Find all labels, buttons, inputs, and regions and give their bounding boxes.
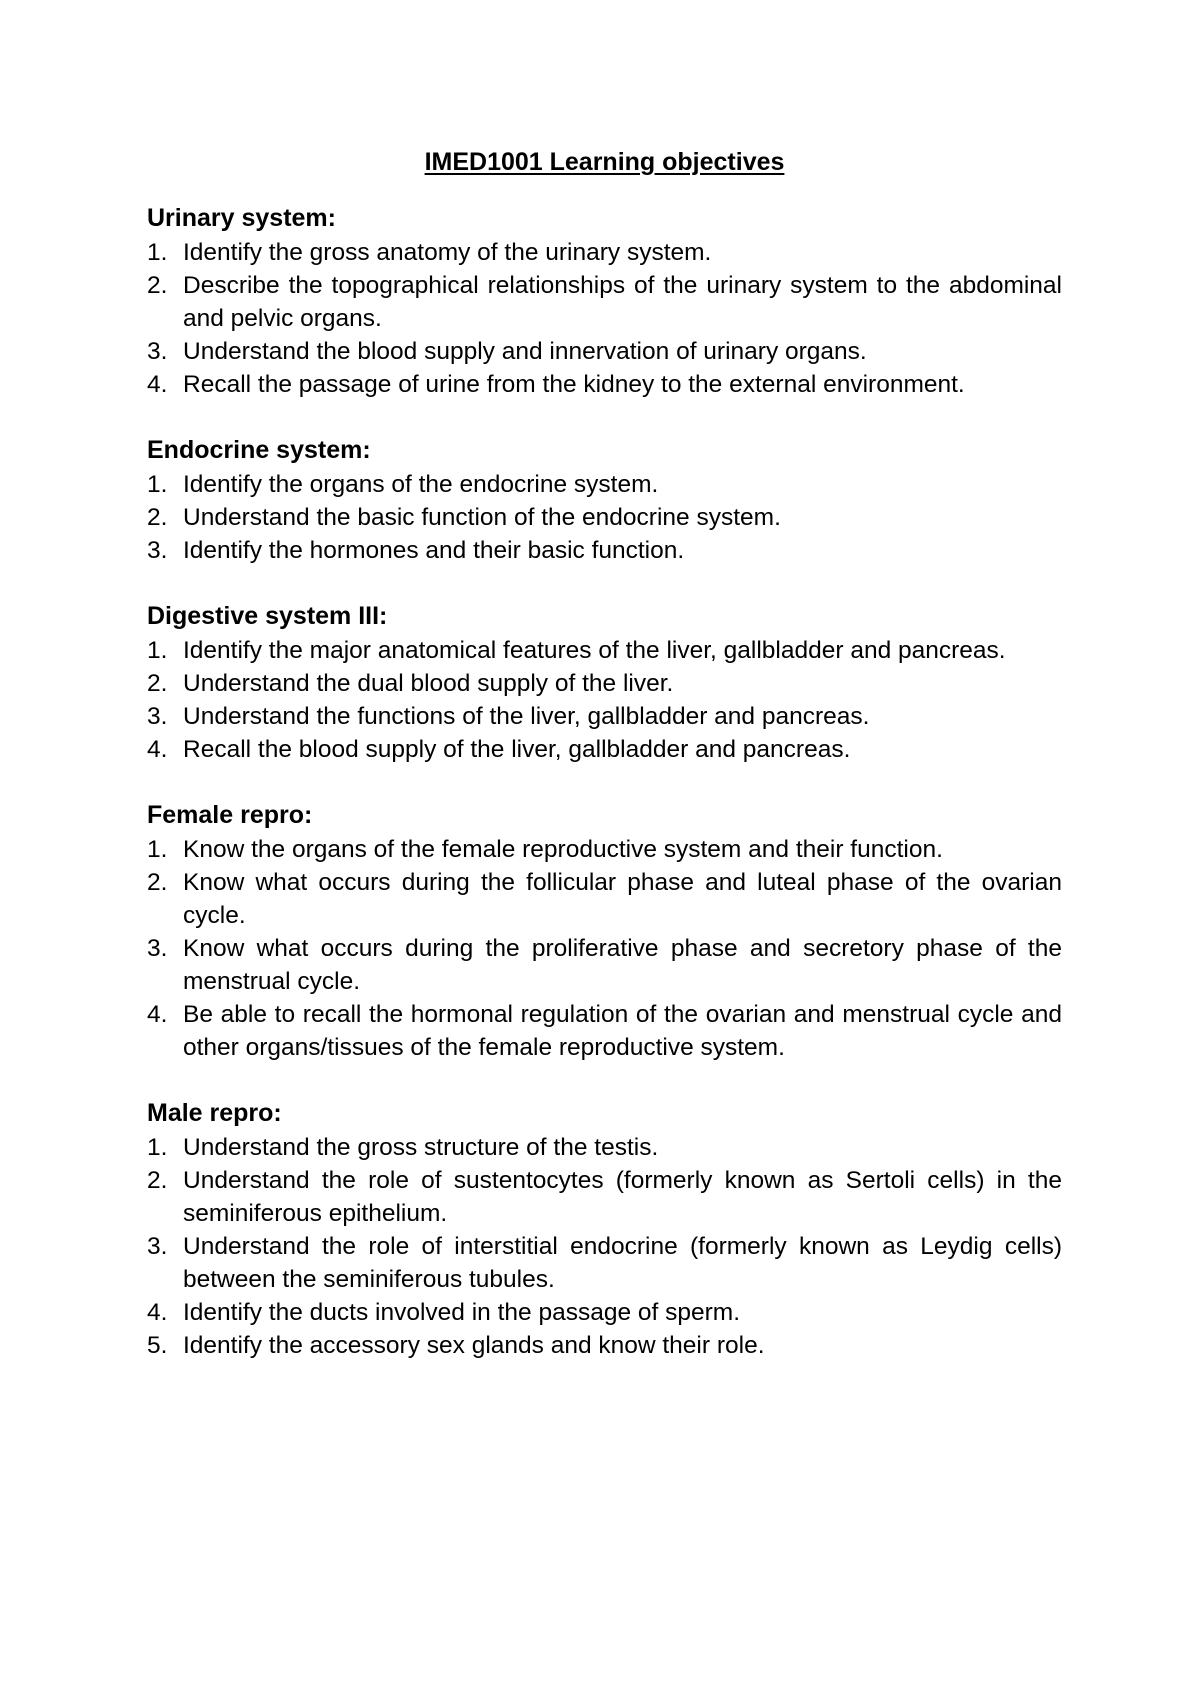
objective-list bbox=[147, 833, 1062, 1064]
document-title-text: IMED1001 Learning objectives bbox=[424, 148, 785, 176]
objective-text: Understand the role of interstitial endocrine (formerly known as Leydig cells) between the seminiferous tubules. bbox=[183, 1233, 1062, 1293]
objective-text: Understand the dual blood supply of the liver. bbox=[183, 670, 674, 697]
objective-text: Know what occurs during the follicular phase and luteal phase of the ovarian cycle. bbox=[183, 869, 1062, 929]
objective-text: Identify the major anatomical features of the liver, gallbladder and pancreas. bbox=[183, 637, 1006, 664]
objective-text: Understand the basic function of the endocrine system. bbox=[183, 504, 781, 531]
list-item: 4. Recall the passage of urine from the kidney to the external environment. bbox=[147, 371, 965, 398]
list-item: 2. Describe the topographical relationships of the urinary system to the abdominal and pelvic organs. bbox=[147, 272, 1062, 332]
list-item: 4. Identify the ducts involved in the passage of sperm. bbox=[147, 1299, 741, 1326]
objective-text: Know what occurs during the proliferative phase and secretory phase of the menstrual cycle. bbox=[183, 935, 1062, 995]
list-item: 3. Know what occurs during the proliferative phase and secretory phase of the menstrual cycle. bbox=[147, 935, 1062, 995]
list-item: 3. Understand the blood supply and innervation of urinary organs. bbox=[147, 338, 867, 365]
objective-list bbox=[147, 634, 1062, 766]
list-item: 3. Identify the hormones and their basic function. bbox=[147, 537, 685, 564]
list-item: 2. Understand the role of sustentocytes (formerly known as Sertoli cells) in the seminiferous epithelium. bbox=[147, 1167, 1062, 1227]
objective-text: Be able to recall the hormonal regulation of the ovarian and menstrual cycle and other organs/tissues of the female reproductive system. bbox=[183, 1001, 1062, 1061]
list-item: 3. Understand the functions of the liver, gallbladder and pancreas. bbox=[147, 703, 870, 730]
objective-text: Describe the topographical relationships of the urinary system to the abdominal and pelvic organs. bbox=[183, 272, 1062, 332]
list-item: 4. Be able to recall the hormonal regulation of the ovarian and menstrual cycle and other organs/tissues of the female reproductive system. bbox=[147, 1001, 1062, 1061]
objective-text: Understand the functions of the liver, gallbladder and pancreas. bbox=[183, 703, 870, 730]
list-item: 1. Know the organs of the female reproductive system and their function. bbox=[147, 836, 943, 863]
section-urinary-system bbox=[147, 202, 1062, 401]
list-item: 2. Understand the dual blood supply of the liver. bbox=[147, 670, 674, 697]
objective-text: Understand the blood supply and innervation of urinary organs. bbox=[183, 338, 867, 365]
objective-text: Identify the hormones and their basic function. bbox=[183, 537, 685, 564]
list-item: 2. Understand the basic function of the endocrine system. bbox=[147, 504, 781, 531]
section-heading: Urinary system: bbox=[147, 204, 336, 232]
section-heading: Female repro: bbox=[147, 801, 313, 829]
objective-text: Identify the ducts involved in the passage of sperm. bbox=[183, 1299, 741, 1326]
objective-list bbox=[147, 236, 1062, 401]
list-item: 2. Know what occurs during the follicular phase and luteal phase of the ovarian cycle. bbox=[147, 869, 1062, 929]
section-female-repro bbox=[147, 799, 1062, 1064]
objective-text: Recall the passage of urine from the kidney to the external environment. bbox=[183, 371, 965, 398]
list-item: 1. Identify the gross anatomy of the urinary system. bbox=[147, 239, 712, 266]
objective-text: Recall the blood supply of the liver, gallbladder and pancreas. bbox=[183, 736, 851, 763]
objective-text: Identify the accessory sex glands and know their role. bbox=[183, 1332, 765, 1359]
objective-text: Know the organs of the female reproductive system and their function. bbox=[183, 836, 943, 863]
section-heading: Male repro: bbox=[147, 1099, 282, 1127]
section-male-repro bbox=[147, 1097, 1062, 1362]
document-title bbox=[147, 146, 1062, 178]
objective-text: Identify the organs of the endocrine system. bbox=[183, 471, 659, 498]
document-page bbox=[147, 146, 1062, 1395]
objective-text: Understand the role of sustentocytes (formerly known as Sertoli cells) in the seminiferous epithelium. bbox=[183, 1167, 1062, 1227]
section-digestive-system bbox=[147, 600, 1062, 766]
section-heading: Endocrine system: bbox=[147, 436, 371, 464]
section-heading: Digestive system III: bbox=[147, 602, 388, 630]
list-item: 5. Identify the accessory sex glands and know their role. bbox=[147, 1332, 765, 1359]
list-item: 4. Recall the blood supply of the liver, gallbladder and pancreas. bbox=[147, 736, 851, 763]
list-item: 3. Understand the role of interstitial endocrine (formerly known as Leydig cells) between the seminiferous tubules. bbox=[147, 1233, 1062, 1293]
objective-text: Understand the gross structure of the testis. bbox=[183, 1134, 659, 1161]
list-item: 1. Identify the organs of the endocrine system. bbox=[147, 471, 659, 498]
list-item: 1. Understand the gross structure of the testis. bbox=[147, 1134, 659, 1161]
objective-text: Identify the gross anatomy of the urinary system. bbox=[183, 239, 712, 266]
section-endocrine-system bbox=[147, 434, 1062, 567]
objective-list bbox=[147, 468, 1062, 567]
list-item: 1. Identify the major anatomical features of the liver, gallbladder and pancreas. bbox=[147, 637, 1006, 664]
objective-list bbox=[147, 1131, 1062, 1362]
